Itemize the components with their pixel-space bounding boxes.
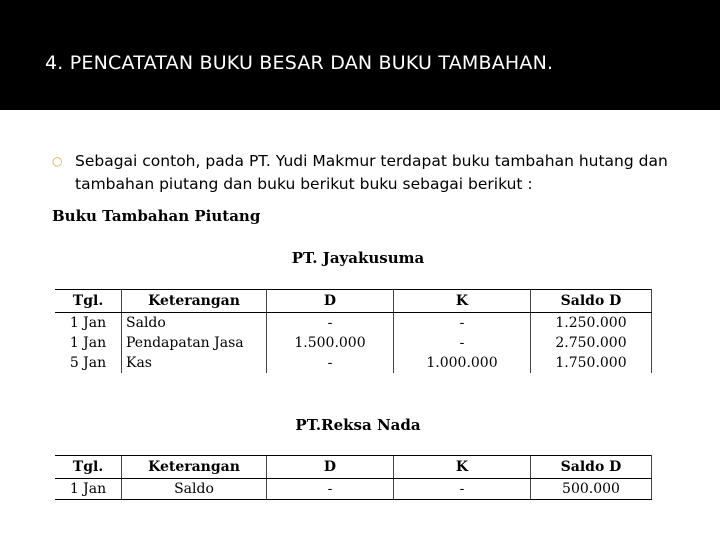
- table-header-row: [55, 290, 652, 313]
- header-kredit: K: [394, 290, 531, 313]
- bullet-text: Sebagai contoh, pada PT. Yudi Makmur terdapat buku tambahan hutang dan tambahan piutang dan buku berikut buku sebagai berikut :: [75, 152, 668, 193]
- table-row: [55, 333, 652, 353]
- cell-keterangan: Kas: [122, 353, 267, 373]
- cell-kredit: 1.000.000: [394, 353, 531, 373]
- header-keterangan: Keterangan: [122, 290, 267, 313]
- title-bar: [0, 0, 720, 110]
- hollow-circle-icon: ○: [52, 154, 63, 168]
- table-row: [55, 353, 652, 373]
- cell-keterangan: Saldo: [122, 313, 267, 334]
- table-header-row: [55, 456, 652, 479]
- header-saldo: Saldo D: [531, 290, 652, 313]
- section-heading: Buku Tambahan Piutang: [52, 207, 261, 225]
- header-debit: D: [267, 456, 394, 479]
- cell-tgl: 1 Jan: [69, 334, 107, 351]
- ledger-table-jayakusuma: [55, 289, 652, 373]
- cell-debit: -: [267, 313, 394, 334]
- cell-tgl: 1 Jan: [69, 314, 107, 331]
- header-tgl: Tgl.: [55, 290, 122, 313]
- header-keterangan: Keterangan: [122, 456, 267, 479]
- cell-tgl: 1 Jan: [55, 479, 122, 500]
- cell-saldo: 1.750.000: [531, 353, 652, 373]
- cell-keterangan: Saldo: [122, 479, 267, 500]
- cell-kredit: -: [394, 479, 531, 500]
- table-row: [55, 479, 652, 500]
- cell-saldo: 1.250.000: [531, 313, 652, 334]
- cell-tgl: 5 Jan: [69, 354, 107, 371]
- header-debit: D: [267, 290, 394, 313]
- cell-kredit: -: [394, 313, 531, 334]
- header-kredit: K: [394, 456, 531, 479]
- cell-debit: 1.500.000: [267, 333, 394, 353]
- header-tgl: Tgl.: [55, 456, 122, 479]
- cell-keterangan: Pendapatan Jasa: [122, 333, 267, 353]
- cell-debit: -: [267, 353, 394, 373]
- cell-saldo: 2.750.000: [531, 333, 652, 353]
- ledger-table-reksa-nada: [55, 455, 652, 500]
- cell-debit: -: [267, 479, 394, 500]
- header-saldo: Saldo D: [531, 456, 652, 479]
- cell-saldo: 500.000: [531, 479, 652, 500]
- table-row: [55, 313, 652, 334]
- cell-kredit: -: [394, 333, 531, 353]
- slide-title: 4. PENCATATAN BUKU BESAR DAN BUKU TAMBAHAN.: [45, 52, 554, 74]
